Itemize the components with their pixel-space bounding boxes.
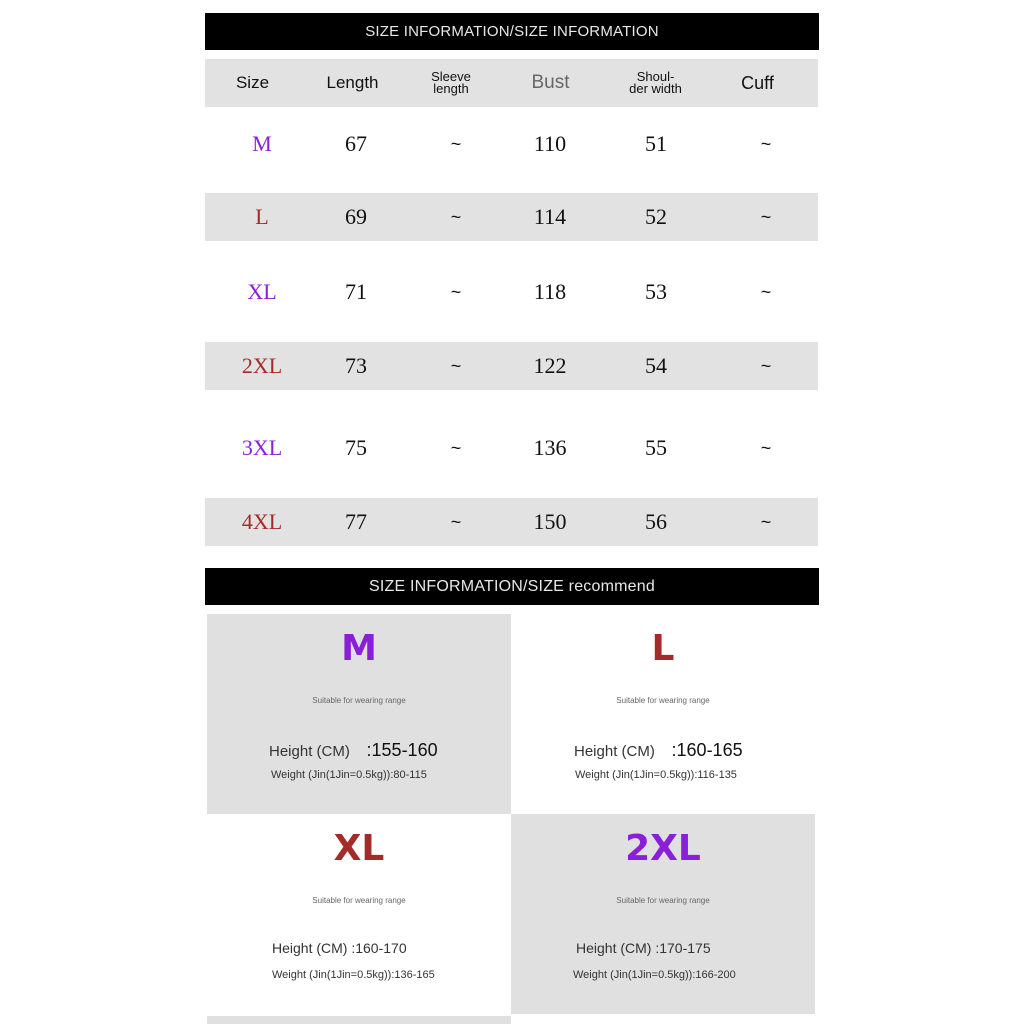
card-subtitle: Suitable for wearing range xyxy=(616,896,710,905)
row-sleeve: ~ xyxy=(450,355,462,376)
size-card-2xl xyxy=(511,814,815,1014)
card-size-label: M xyxy=(341,628,377,669)
row-length: 73 xyxy=(345,353,367,378)
row-size: XL xyxy=(247,279,277,304)
row-shoulder: 51 xyxy=(645,131,667,156)
header-shoulder-line2: der width xyxy=(629,81,682,96)
card-size-label: XL xyxy=(333,828,385,869)
table-row xyxy=(205,498,818,546)
row-sleeve: ~ xyxy=(450,133,462,154)
row-sleeve: ~ xyxy=(450,281,462,302)
row-shoulder: 56 xyxy=(645,509,667,534)
header-shoulder-line1: Shoul- xyxy=(636,69,675,84)
card-height-label: Height (CM) xyxy=(269,743,350,760)
row-shoulder: 52 xyxy=(645,204,667,229)
row-length: 71 xyxy=(345,279,367,304)
size-table-banner xyxy=(205,13,819,50)
row-length: 77 xyxy=(345,509,367,534)
row-cuff: ~ xyxy=(760,133,772,154)
card-height: Height (CM) :170-175 xyxy=(576,940,711,956)
row-cuff: ~ xyxy=(760,206,772,227)
row-bust: 114 xyxy=(533,204,567,229)
row-sleeve: ~ xyxy=(450,511,462,532)
header-shoulder-width xyxy=(608,59,703,107)
card-height-value: :160-165 xyxy=(671,740,743,760)
header-sleeve-line1: Sleeve xyxy=(431,69,471,84)
row-bust: 136 xyxy=(533,435,567,460)
row-size: 2XL xyxy=(241,353,283,378)
header-cuff: Cuff xyxy=(741,72,774,93)
row-length: 67 xyxy=(345,131,367,156)
row-bust: 110 xyxy=(533,131,567,156)
size-recommend-banner xyxy=(205,568,819,605)
card-weight: Weight (Jin(1Jin=0.5kg)):116-135 xyxy=(575,769,737,781)
row-size: L xyxy=(255,204,269,229)
card-height-label: Height (CM) xyxy=(574,743,655,760)
table-row xyxy=(205,117,818,171)
row-cuff: ~ xyxy=(760,355,772,376)
row-cuff: ~ xyxy=(760,511,772,532)
row-shoulder: 53 xyxy=(645,279,667,304)
table-row xyxy=(205,193,818,241)
next-card-edge xyxy=(207,1016,511,1024)
card-size-label: L xyxy=(651,628,675,669)
size-card-m xyxy=(207,614,511,814)
row-bust: 122 xyxy=(533,353,567,378)
size-card-xl xyxy=(207,814,511,1014)
size-card-l xyxy=(511,614,815,814)
card-subtitle: Suitable for wearing range xyxy=(312,696,406,705)
header-length: Length xyxy=(326,73,379,92)
card-height: Height (CM) :160-170 xyxy=(272,940,407,956)
row-shoulder: 54 xyxy=(645,353,667,378)
row-bust: 118 xyxy=(533,279,567,304)
row-cuff: ~ xyxy=(760,437,772,458)
row-bust: 150 xyxy=(533,509,567,534)
row-size: M xyxy=(252,131,272,156)
row-size: 3XL xyxy=(241,435,283,460)
row-sleeve: ~ xyxy=(450,437,462,458)
header-sleeve-length xyxy=(405,59,497,107)
header-sleeve-line2: length xyxy=(433,81,469,96)
size-table-header xyxy=(205,59,818,107)
size-recommend-title: SIZE INFORMATION/SIZE recommend xyxy=(369,577,655,595)
size-table-title: SIZE INFORMATION/SIZE INFORMATION xyxy=(365,23,659,40)
card-height xyxy=(269,740,438,761)
row-size: 4XL xyxy=(241,509,283,534)
card-size-label: 2XL xyxy=(625,828,701,869)
row-cuff: ~ xyxy=(760,281,772,302)
header-size: Size xyxy=(235,73,270,92)
row-length: 69 xyxy=(345,204,367,229)
card-height-value: :155-160 xyxy=(366,740,438,760)
card-subtitle: Suitable for wearing range xyxy=(312,896,406,905)
card-height xyxy=(574,740,743,761)
card-subtitle: Suitable for wearing range xyxy=(616,696,710,705)
table-row xyxy=(205,424,818,472)
card-weight: Weight (Jin(1Jin=0.5kg)):80-115 xyxy=(271,769,427,781)
row-length: 75 xyxy=(345,435,367,460)
header-bust: Bust xyxy=(531,72,570,93)
table-row xyxy=(205,342,818,390)
card-weight: Weight (Jin(1Jin=0.5kg)):166-200 xyxy=(573,969,736,981)
row-shoulder: 55 xyxy=(645,435,667,460)
row-sleeve: ~ xyxy=(450,206,462,227)
table-row xyxy=(205,268,818,316)
card-weight: Weight (Jin(1Jin=0.5kg)):136-165 xyxy=(272,969,435,981)
